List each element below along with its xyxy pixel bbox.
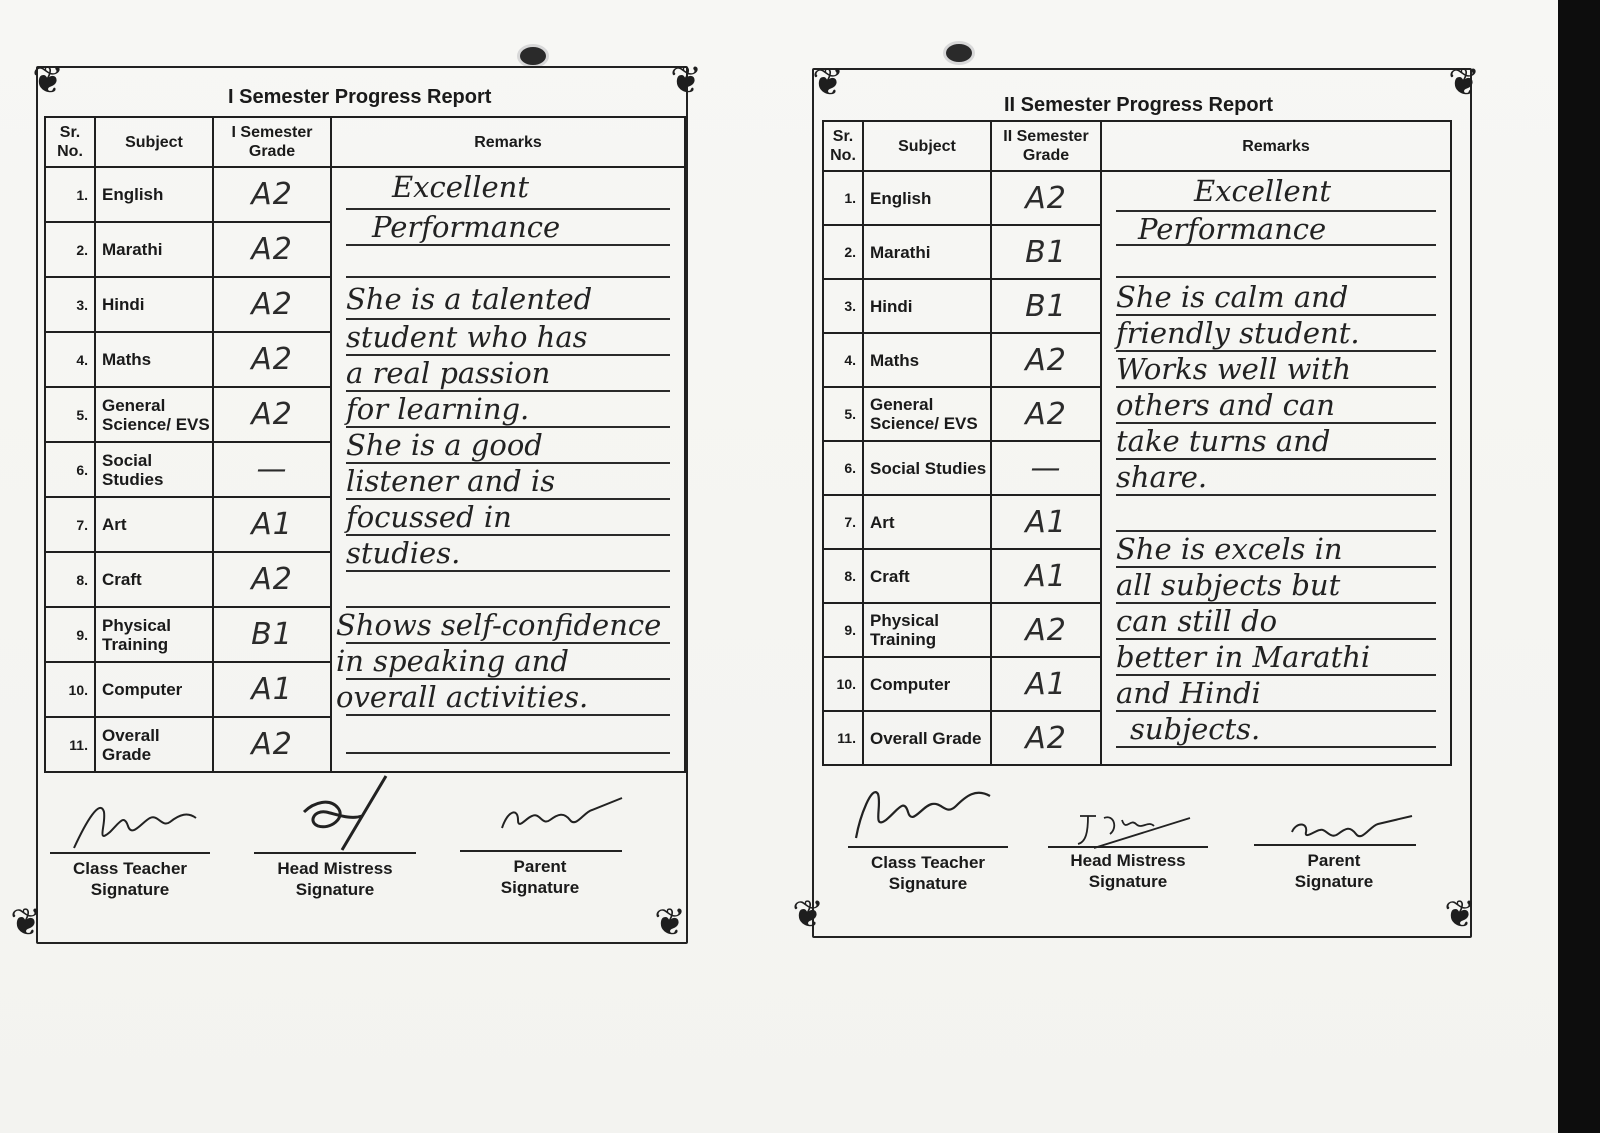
remark-line: Excellent <box>392 170 529 204</box>
remark-line: friendly student. <box>1116 316 1360 350</box>
remark-line: all subjects but <box>1116 568 1341 602</box>
table-row: 10. Computer A1 <box>45 662 685 717</box>
corner-ornament-icon: ❦ <box>654 900 686 944</box>
corner-ornament-icon: ❦ <box>792 892 824 936</box>
ruled-line <box>346 752 670 754</box>
table-row: 3. Hindi A2 <box>45 277 685 332</box>
ruled-line <box>346 570 670 572</box>
punch-hole-right <box>946 44 972 62</box>
ruled-line <box>346 714 670 716</box>
corner-ornament-icon: ❦ <box>1448 60 1480 104</box>
remark-line: focussed in <box>346 500 512 534</box>
header-remarks: Remarks <box>1101 121 1451 171</box>
corner-ornament-icon: ❦ <box>1444 892 1476 936</box>
remark-line: Performance <box>1138 212 1327 246</box>
header-grade: I Semester Grade <box>213 117 331 167</box>
remark-line: Shows self-confidence <box>336 608 662 642</box>
report-title: I Semester Progress Report <box>228 86 492 108</box>
table-row: 5. General Science/ EVS A2 <box>45 387 685 442</box>
table-row: 10. Computer A1 <box>823 657 1451 711</box>
header-grade: II Semester Grade <box>991 121 1101 171</box>
head-mistress-signature-label: Head Mistress Signature <box>1070 851 1186 891</box>
table-row: 8. Craft A2 <box>45 552 685 607</box>
table-row: 1. English A2 Excellent Performance She is a talented student who has a real passion for learning. She is a good listener and is focussed in studies. Shows self-confidence in speaking and overall activities. <box>45 167 685 222</box>
remark-line: listener and is <box>346 464 556 498</box>
remark-line: Works well with <box>1116 352 1352 386</box>
header-sr-no: Sr. No. <box>823 121 863 171</box>
table-row: 4. Maths A2 <box>823 333 1451 387</box>
table-row: 11. Overall Grade A2 <box>45 717 685 772</box>
remark-line: take turns and <box>1116 424 1331 458</box>
head-mistress-signature-label: Head Mistress Signature <box>277 859 393 899</box>
table-row: 2. Marathi B1 <box>823 225 1451 279</box>
remarks-area <box>1101 171 1451 765</box>
remark-line: She is a good <box>346 428 543 462</box>
corner-ornament-icon: ❦ <box>32 58 64 102</box>
remark-line: She is excels in <box>1116 532 1343 566</box>
remark-line: share. <box>1116 460 1208 494</box>
remark-line: in speaking and <box>336 644 569 678</box>
signature-line <box>1254 844 1416 846</box>
signature-line <box>50 852 210 854</box>
ruled-line <box>346 244 670 246</box>
table-row: 9. Physical Training A2 <box>823 603 1451 657</box>
remark-line: better in Marathi <box>1116 640 1371 674</box>
table-row: 7. Art A1 <box>45 497 685 552</box>
table-row: 4. Maths A2 <box>45 332 685 387</box>
remark-line: Performance <box>372 210 561 244</box>
remark-line: studies. <box>346 536 461 570</box>
corner-ornament-icon: ❦ <box>812 60 844 104</box>
header-sr-no: Sr. No. <box>45 117 95 167</box>
remark-line: subjects. <box>1130 712 1261 746</box>
ruled-line <box>1116 746 1436 748</box>
ruled-line <box>1116 494 1436 496</box>
remark-line: student who has <box>346 320 588 354</box>
signature-line <box>460 850 622 852</box>
table-row: 2. Marathi A2 <box>45 222 685 277</box>
report-title: II Semester Progress Report <box>1004 94 1273 116</box>
remark-line: a real passion <box>346 356 551 390</box>
grades-table <box>44 116 686 773</box>
signature-line <box>848 846 1008 848</box>
corner-ornament-icon: ❦ <box>10 900 42 944</box>
corner-ornament-icon: ❦ <box>670 58 702 102</box>
table-row: 6. Social Studies — <box>45 442 685 497</box>
header-subject: Subject <box>95 117 213 167</box>
table-header-row <box>823 121 1451 171</box>
grades-table <box>822 120 1452 766</box>
remark-line: She is calm and <box>1116 280 1349 314</box>
signature-line <box>1048 846 1208 848</box>
remark-line: can still do <box>1116 604 1278 638</box>
signature-line <box>254 852 416 854</box>
ruled-line <box>1116 244 1436 246</box>
head-mistress-signature-mark <box>290 772 400 852</box>
remarks-area <box>331 167 685 772</box>
table-row: 9. Physical Training B1 <box>45 607 685 662</box>
remark-line: others and can <box>1116 388 1335 422</box>
table-row: 11. Overall Grade A2 <box>823 711 1451 765</box>
remark-line: and Hindi <box>1116 676 1261 710</box>
remark-line: for learning. <box>346 392 530 426</box>
class-teacher-signature-label: Class Teacher Signature <box>870 853 986 893</box>
class-teacher-signature-mark <box>66 792 206 858</box>
parent-signature-mark <box>496 792 626 842</box>
table-row: 3. Hindi B1 <box>823 279 1451 333</box>
ruled-line <box>1116 276 1436 278</box>
parent-signature-label: Parent Signature <box>1294 851 1374 891</box>
table-row: 6. Social Studies — <box>823 441 1451 495</box>
header-remarks: Remarks <box>331 117 685 167</box>
punch-hole-left <box>520 47 546 65</box>
header-subject: Subject <box>863 121 991 171</box>
parent-signature-label: Parent Signature <box>500 857 580 897</box>
ruled-line <box>346 276 670 278</box>
background-edge <box>1558 0 1600 1133</box>
class-teacher-signature-label: Class Teacher Signature <box>72 859 188 899</box>
remark-line: Excellent <box>1194 174 1331 208</box>
class-teacher-signature-mark <box>846 776 996 846</box>
table-header-row <box>45 117 685 167</box>
remark-line: overall activities. <box>336 680 589 714</box>
remark-line: She is a talented <box>346 282 593 316</box>
table-row: 8. Craft A1 <box>823 549 1451 603</box>
table-row: 7. Art A1 <box>823 495 1451 549</box>
table-row: 5. General Science/ EVS A2 <box>823 387 1451 441</box>
table-row: 1. English A2 Excellent Performance She is calm and friendly student. Works well with others and can take turns and share. She is excels in all subjects but can still do better in Marathi and Hindi subjects. <box>823 171 1451 225</box>
